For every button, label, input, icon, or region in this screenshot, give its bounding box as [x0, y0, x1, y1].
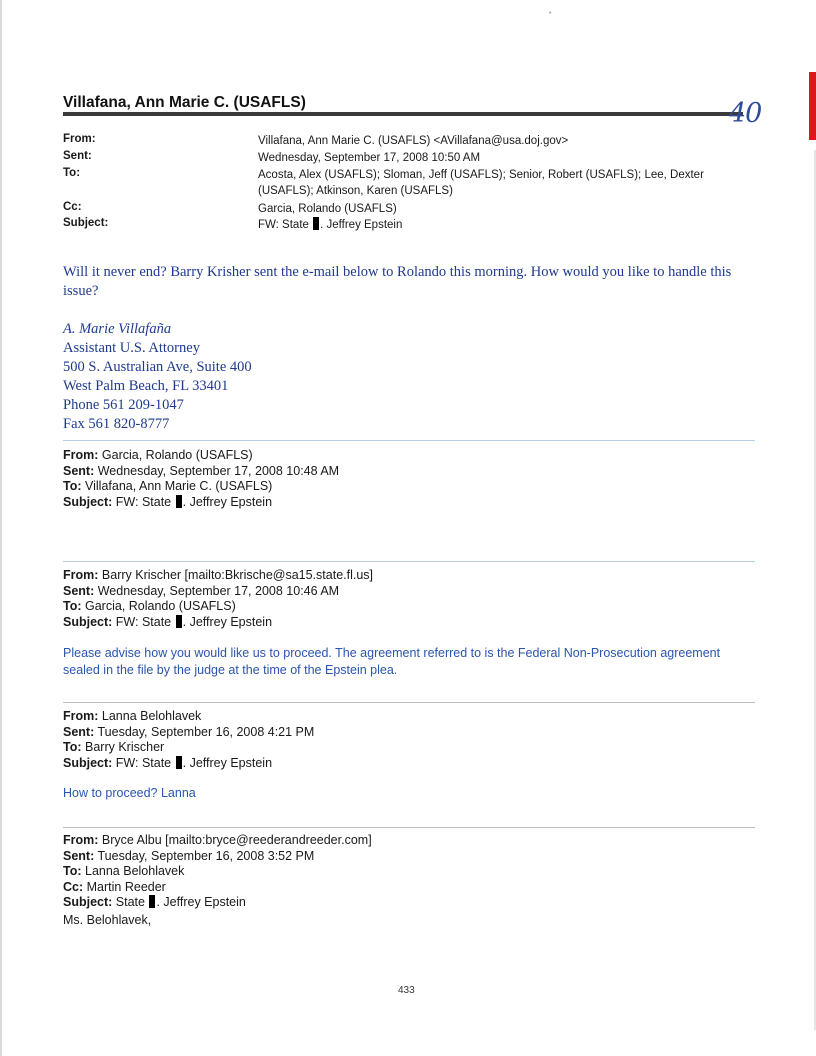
signature-address-line: 500 S. Australian Ave, Suite 400 — [63, 359, 252, 375]
from-value: Lanna Belohlavek — [101, 709, 202, 723]
subject-text: . Jeffrey Epstein — [182, 614, 273, 629]
subject-text: . Jeffrey Epstein — [182, 494, 273, 509]
from-value: Bryce Albu [mailto:bryce@reederandreeder.com] — [101, 833, 372, 847]
subject-label: Subject: — [63, 494, 113, 509]
sent-label: Sent: — [63, 463, 95, 478]
subject-text: State — [115, 895, 145, 909]
from-label: From: — [63, 448, 99, 462]
subject-text: . Jeffrey Epstein — [156, 895, 246, 909]
divider — [63, 702, 755, 703]
forwarded-header — [63, 833, 372, 911]
header-subject-value — [258, 217, 748, 233]
forwarded-body: How to proceed? Lanna — [63, 786, 196, 800]
header-cc-label: Cc: — [63, 201, 82, 213]
header-to-label: To: — [63, 167, 81, 179]
subject-text: . Jeffrey Epstein — [320, 219, 403, 231]
divider — [63, 440, 755, 441]
subject-label: Subject: — [63, 755, 113, 770]
to-label: To: — [63, 740, 82, 754]
from-label: From: — [63, 709, 99, 723]
red-edge-tab — [809, 72, 816, 140]
to-label: To: — [63, 479, 82, 493]
title-rule — [63, 112, 743, 116]
sent-value: Tuesday, September 16, 2008 3:52 PM — [97, 848, 315, 863]
page-left-edge — [0, 0, 2, 1056]
subject-text: FW: State — [258, 219, 309, 231]
redaction-box — [149, 895, 155, 908]
signature-title: Assistant U.S. Attorney — [63, 340, 200, 356]
forwarded-header — [63, 709, 314, 771]
forwarded-body: Ms. Belohlavek, — [63, 913, 152, 927]
signature-name: A. Marie Villafaña — [63, 321, 172, 337]
from-label: From: — [63, 833, 99, 847]
header-from-label: From: — [63, 133, 96, 145]
forwarded-header — [63, 448, 339, 510]
from-value: Barry Krischer [mailto:Bkrische@sa15.state.fl.us] — [101, 568, 374, 582]
redaction-box — [176, 495, 182, 508]
scan-speck: • — [549, 10, 552, 17]
sent-label: Sent: — [63, 848, 95, 863]
to-value: Villafana, Ann Marie C. (USAFLS) — [85, 479, 273, 493]
redaction-box — [176, 615, 182, 628]
header-to-value: Acosta, Alex (USAFLS); Sloman, Jeff (USAFLS); Senior, Robert (USAFLS); Lee, Dexter (USAFLS); Atkinson, Karen (USAFLS) — [258, 169, 704, 197]
from-value: Garcia, Rolando (USAFLS) — [101, 448, 253, 462]
redaction-box — [176, 756, 182, 769]
header-from-value: Villafana, Ann Marie C. (USAFLS) <AVillafana@usa.doj.gov> — [258, 135, 569, 147]
signature-fax: Fax 561 820-8777 — [63, 416, 170, 432]
email-title: Villafana, Ann Marie C. (USAFLS) — [63, 94, 306, 111]
header-cc-value: Garcia, Rolando (USAFLS) — [258, 203, 397, 215]
handwritten-exhibit-number: 40 — [729, 98, 762, 129]
from-label: From: — [63, 568, 99, 582]
divider — [63, 561, 755, 562]
forwarded-header — [63, 568, 373, 630]
cc-label: Cc: — [63, 879, 84, 894]
to-value: Barry Krischer — [85, 740, 165, 754]
page-number: 433 — [398, 985, 415, 996]
signature-phone: Phone 561 209-1047 — [63, 397, 184, 413]
sent-value: Wednesday, September 17, 2008 10:46 AM — [97, 583, 340, 598]
to-value: Lanna Belohlavek — [85, 864, 185, 878]
header-subject-label: Subject: — [63, 217, 109, 229]
header-sent-label: Sent: — [63, 150, 92, 162]
divider — [63, 827, 755, 828]
signature-block — [63, 320, 252, 434]
redaction-box — [313, 217, 319, 230]
sent-value: Tuesday, September 16, 2008 4:21 PM — [97, 724, 315, 739]
email-body: Will it never end? Barry Krisher sent the e-mail below to Rolando this morning. How would you like to handle this issue? — [63, 264, 732, 299]
subject-text: FW: State — [115, 755, 172, 770]
cc-value: Martin Reeder — [86, 879, 166, 894]
sent-label: Sent: — [63, 583, 95, 598]
subject-label: Subject: — [63, 614, 113, 629]
forwarded-body: Please advise how you would like us to proceed. The agreement referred to is the Federal Non-Prosecution agreement sealed in the file by the judge at the time of the Epstein plea. — [63, 646, 721, 677]
subject-label: Subject: — [63, 895, 113, 909]
subject-text: FW: State — [115, 494, 172, 509]
to-label: To: — [63, 864, 82, 878]
sent-label: Sent: — [63, 724, 95, 739]
header-sent-value: Wednesday, September 17, 2008 10:50 AM — [258, 152, 481, 164]
to-label: To: — [63, 599, 82, 613]
to-value: Garcia, Rolando (USAFLS) — [85, 599, 236, 613]
subject-text: FW: State — [115, 614, 172, 629]
sent-value: Wednesday, September 17, 2008 10:48 AM — [97, 463, 340, 478]
signature-address-line: West Palm Beach, FL 33401 — [63, 378, 229, 394]
subject-text: . Jeffrey Epstein — [182, 755, 273, 770]
